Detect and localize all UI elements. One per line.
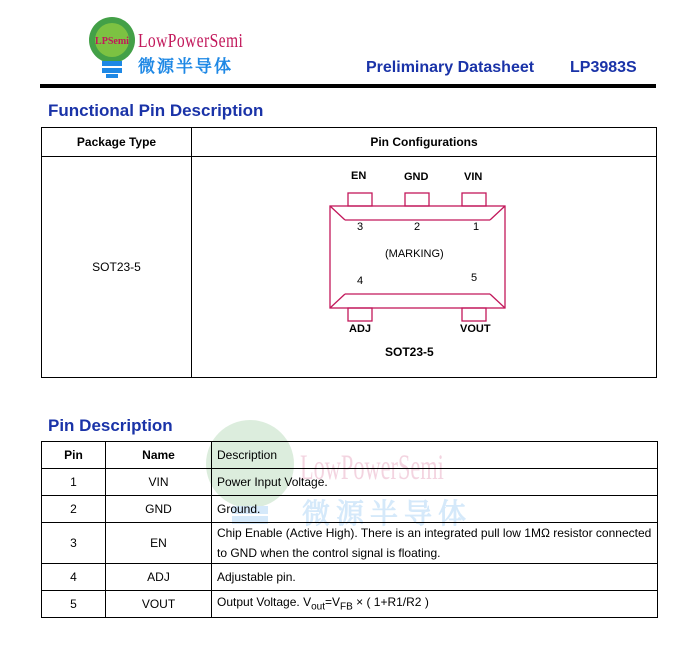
formula-sub-fb: FB bbox=[340, 601, 353, 613]
section-title-functional: Functional Pin Description bbox=[48, 101, 264, 120]
pin-label-gnd: GND bbox=[404, 171, 429, 183]
pin-label-adj: ADJ bbox=[349, 323, 372, 335]
header-pin-configurations: Pin Configurations bbox=[370, 135, 478, 149]
watermark-brand-cn: 微源半导体 bbox=[302, 497, 473, 530]
brand-name-en: LowPowerSemi bbox=[138, 30, 244, 52]
pin-description: Power Input Voltage. bbox=[212, 469, 658, 496]
logo-badge-text: LPSemi bbox=[95, 36, 129, 47]
pin-configuration-diagram bbox=[192, 157, 656, 378]
formula-mid: =V bbox=[324, 595, 340, 610]
header-divider bbox=[40, 84, 656, 88]
document-type: Preliminary Datasheet bbox=[366, 59, 535, 76]
pin-number-4: 4 bbox=[357, 275, 364, 287]
pin-number: 4 bbox=[42, 564, 106, 591]
table-header-row bbox=[42, 442, 658, 469]
pin-description: Adjustable pin. bbox=[212, 564, 658, 591]
pin-name: VOUT bbox=[106, 591, 212, 618]
header-name: Name bbox=[106, 442, 212, 469]
table-row bbox=[42, 469, 658, 496]
pin-number: 3 bbox=[42, 523, 106, 564]
pin-number-2: 2 bbox=[414, 221, 421, 233]
pin-name: GND bbox=[106, 496, 212, 523]
pin-description-formula bbox=[212, 591, 658, 618]
brand-name-cn: 微源半导体 bbox=[138, 57, 233, 77]
table-row bbox=[42, 523, 658, 564]
pin-description: Ground. bbox=[212, 496, 658, 523]
formula-sub-out: out bbox=[311, 601, 325, 613]
table-row bbox=[42, 564, 658, 591]
pin-number-1: 1 bbox=[473, 221, 480, 233]
table-row bbox=[42, 496, 658, 523]
formula-suffix: × ( 1+R1/R2 ) bbox=[352, 595, 429, 610]
pin-label-vin: VIN bbox=[464, 171, 483, 183]
package-caption: SOT23-5 bbox=[385, 345, 434, 359]
marking-label: (MARKING) bbox=[385, 248, 444, 260]
pin-number-5: 5 bbox=[471, 272, 478, 284]
part-number: LP3983S bbox=[570, 59, 637, 76]
pin-label-vout: VOUT bbox=[460, 323, 491, 335]
formula-prefix: Output Voltage. V bbox=[217, 595, 312, 610]
pin-pad-vin bbox=[462, 193, 486, 206]
pin-number: 1 bbox=[42, 469, 106, 496]
pin-name: EN bbox=[106, 523, 212, 564]
pin-pad-adj bbox=[348, 308, 372, 321]
pin-number-3: 3 bbox=[357, 221, 364, 233]
pin-pad-en bbox=[348, 193, 372, 206]
pin-name: VIN bbox=[106, 469, 212, 496]
header-description: Description bbox=[212, 442, 658, 469]
pin-number: 5 bbox=[42, 591, 106, 618]
watermark-brand-en: LowPowerSemi bbox=[300, 447, 444, 487]
pin-pad-gnd bbox=[405, 193, 429, 206]
functional-pin-table bbox=[41, 127, 657, 378]
pin-name: ADJ bbox=[106, 564, 212, 591]
pin-label-en: EN bbox=[351, 170, 367, 182]
pin-description-table bbox=[41, 441, 658, 618]
pin-pad-vout bbox=[462, 308, 486, 321]
header-pin: Pin bbox=[42, 442, 106, 469]
table-row bbox=[42, 591, 658, 618]
pin-description: Chip Enable (Active High). There is an integrated pull low 1MΩ resistor connected to GND when the control signal is floating. bbox=[212, 523, 658, 564]
package-type-value: SOT23-5 bbox=[92, 260, 141, 274]
header-package-type: Package Type bbox=[76, 135, 157, 149]
pin-number: 2 bbox=[42, 496, 106, 523]
section-title-pin-description: Pin Description bbox=[48, 416, 173, 435]
